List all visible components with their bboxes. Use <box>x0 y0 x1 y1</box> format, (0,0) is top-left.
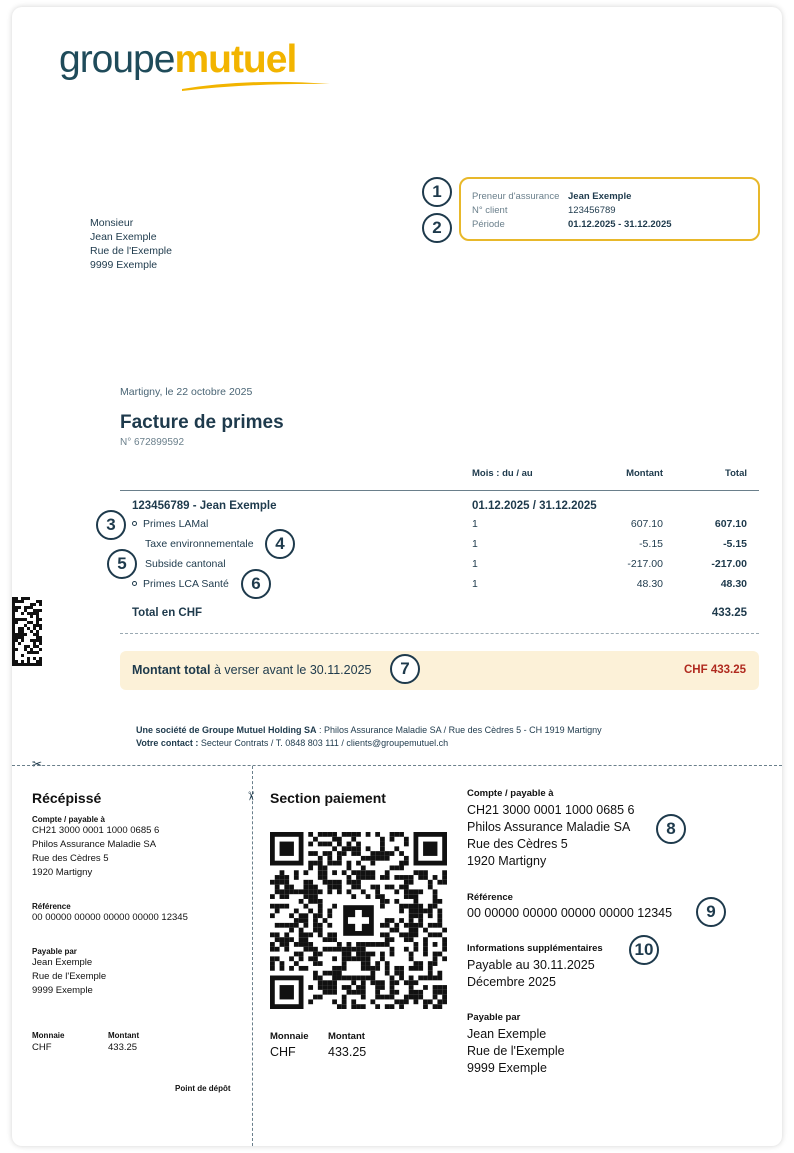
scissors-icon: ✂ <box>244 790 259 802</box>
table-row-months: 1 <box>472 578 478 590</box>
receipt-payer: Jean Exemple Rue de l'Exemple 9999 Exemple <box>32 957 107 996</box>
payment-account: CH21 3000 0001 1000 0685 6 Philos Assurance Maladie SA Rue des Cèdres 5 1920 Martigny <box>467 803 635 868</box>
table-row-label: Taxe environnementale <box>145 538 254 550</box>
place-date: Martigny, le 22 octobre 2025 <box>120 386 253 398</box>
receipt-account-label: Compte / payable à <box>32 815 105 824</box>
callout-badge-10: 10 <box>629 935 659 965</box>
policyholder-row: Preneur d'assurance Jean Exemple <box>472 191 632 202</box>
table-header-divider <box>120 490 759 491</box>
total-label: Total en CHF <box>132 607 203 619</box>
table-row-total: 607.10 <box>714 518 747 530</box>
payment-additional-label: Informations supplémentaires <box>467 943 603 954</box>
table-row-amount: -5.15 <box>639 538 663 550</box>
payment-currency: CHF <box>270 1045 296 1059</box>
table-row-label: Subside cantonal <box>145 558 226 570</box>
callout-badge-6: 6 <box>241 569 271 599</box>
receipt-currency-label: Monnaie <box>32 1031 65 1040</box>
policy-info-box <box>459 177 760 241</box>
payment-additional: Payable au 30.11.2025 Décembre 2025 <box>467 958 595 989</box>
receipt-reference: 00 00000 00000 00000 00000 12345 <box>32 912 188 923</box>
table-row-months: 1 <box>472 538 478 550</box>
payment-amount: 433.25 <box>328 1045 367 1059</box>
group-label: 123456789 - Jean Exemple <box>132 500 277 512</box>
total-value: 433.25 <box>711 607 747 619</box>
receipt-amount: 433.25 <box>108 1042 138 1053</box>
table-row-total: -217.00 <box>711 558 747 570</box>
table-row-amount: 607.10 <box>630 518 663 530</box>
receipt-account: CH21 3000 0001 1000 0685 6 Philos Assurance Maladie SA Rue des Cèdres 5 1920 Martigny <box>32 825 160 878</box>
client-number-row: N° client 123456789 <box>472 205 616 216</box>
payment-reference: 00 00000 00000 00000 00000 12345 <box>467 906 673 920</box>
col-header-total: Total <box>725 468 747 479</box>
table-row-label: Primes LAMal <box>132 518 208 530</box>
amount-due-bar <box>120 651 759 690</box>
company-footer: Une société de Groupe Mutuel Holding SA : Philos Assurance Maladie SA / Rue des Cèdres 5 - CH 1919 Martigny Votre contact : Secteur Contrats / T. 0848 803 111 / clients@groupemutuel.ch <box>136 725 602 748</box>
callout-badge-8: 8 <box>656 814 686 844</box>
payment-amount-label: Montant <box>328 1031 365 1042</box>
receipt-depot-label: Point de dépôt <box>175 1084 231 1093</box>
period-row: Période 01.12.2025 - 31.12.2025 <box>472 219 672 230</box>
bullet-icon <box>132 581 137 586</box>
callout-badge-2: 2 <box>422 213 452 243</box>
invoice-title: Facture de primes <box>120 412 284 433</box>
scissors-icon: ✂ <box>32 757 43 771</box>
amount-due-value: CHF 433.25 <box>683 664 746 676</box>
receipt-amount-label: Montant <box>108 1031 140 1040</box>
invoice-page <box>12 7 782 1146</box>
col-header-months: Mois : du / au <box>472 468 533 479</box>
table-row-amount: -217.00 <box>627 558 663 570</box>
swiss-qr-code <box>270 832 447 1009</box>
table-row-months: 1 <box>472 518 478 530</box>
group-period: 01.12.2025 / 31.12.2025 <box>472 500 597 512</box>
perforation-line <box>12 765 782 766</box>
recipient-address: Monsieur Jean Exemple Rue de l'Exemple 9999 Exemple <box>90 217 172 271</box>
logo-swoosh <box>180 80 332 92</box>
callout-badge-5: 5 <box>107 549 137 579</box>
table-row-amount: 48.30 <box>636 578 663 590</box>
payment-payer-label: Payable par <box>467 1012 521 1023</box>
col-header-amount: Montant <box>626 468 663 479</box>
groupemutuel-logo: groupemutuel <box>59 38 297 81</box>
payment-payer: Jean Exemple Rue de l'Exemple 9999 Exemple <box>467 1027 565 1075</box>
payment-currency-label: Monnaie <box>270 1031 309 1042</box>
callout-badge-3: 3 <box>96 510 126 540</box>
invoice-number: N° 672899592 <box>120 437 185 448</box>
callout-badge-1: 1 <box>422 177 452 207</box>
receipt-reference-label: Référence <box>32 902 71 911</box>
datamatrix-code <box>12 597 43 667</box>
receipt-title: Récépissé <box>32 790 102 806</box>
payment-section-title: Section paiement <box>270 790 386 806</box>
callout-badge-9: 9 <box>696 897 726 927</box>
table-row-total: -5.15 <box>723 538 747 550</box>
receipt-currency: CHF <box>32 1042 52 1053</box>
bullet-icon <box>132 521 137 526</box>
receipt-payer-label: Payable par <box>32 947 77 956</box>
table-row-label: Primes LCA Santé <box>132 578 229 590</box>
table-row-total: 48.30 <box>720 578 747 590</box>
amount-due-label: Montant total à verser avant le 30.11.2025 <box>132 663 372 677</box>
payment-reference-label: Référence <box>467 892 513 903</box>
table-row-months: 1 <box>472 558 478 570</box>
total-divider <box>120 633 759 634</box>
perforation-line-vertical <box>252 766 253 1146</box>
callout-badge-7: 7 <box>390 654 420 684</box>
callout-badge-4: 4 <box>265 529 295 559</box>
payment-account-label: Compte / payable à <box>467 788 554 799</box>
